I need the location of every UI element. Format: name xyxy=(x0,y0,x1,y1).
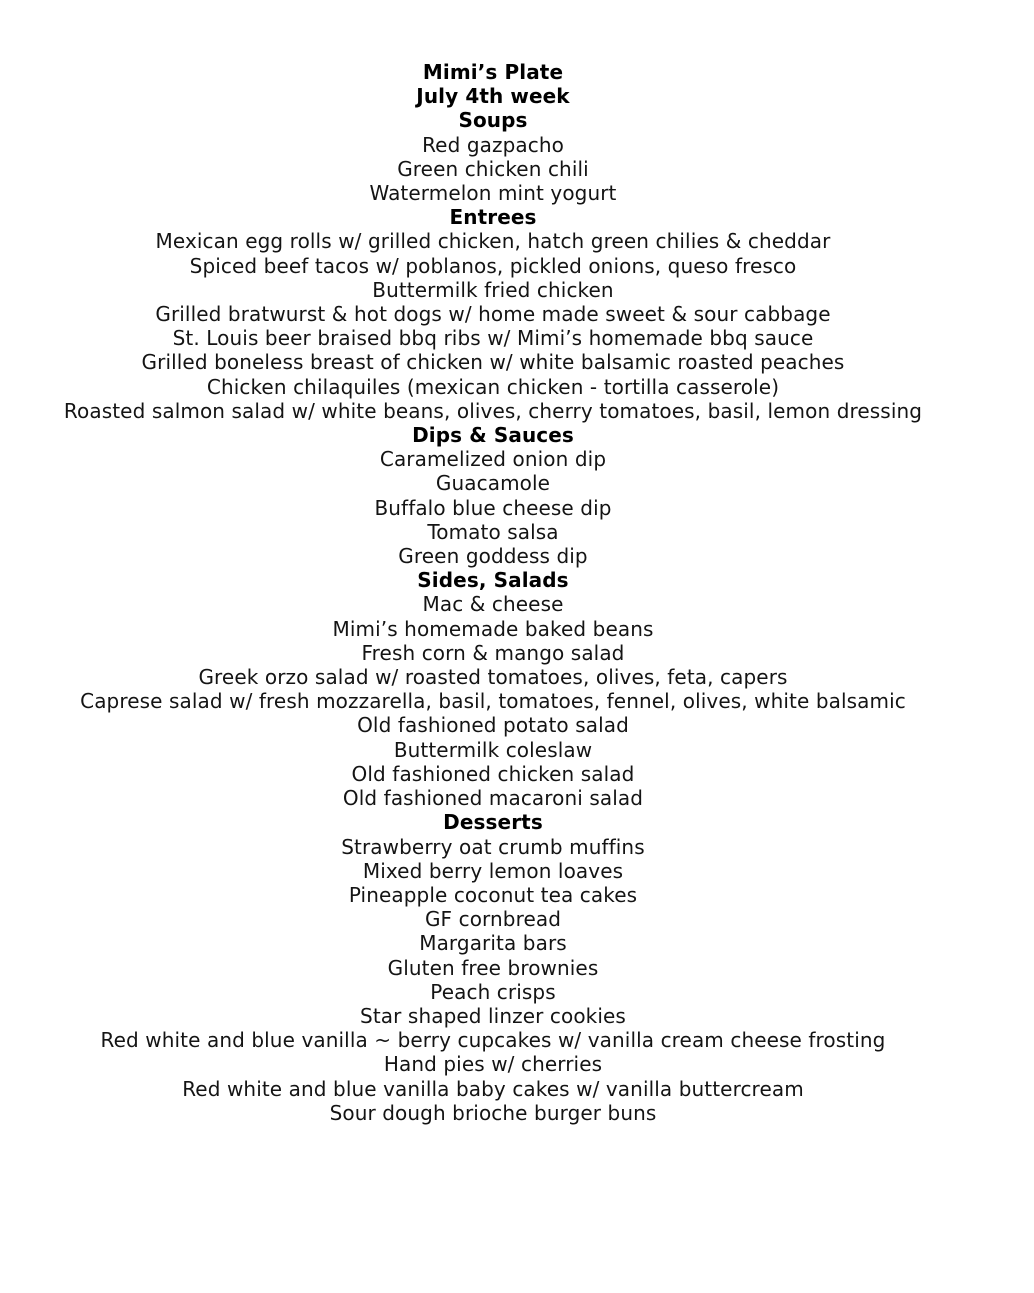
menu-sections xyxy=(0,108,986,1125)
menu-item: Grilled boneless breast of chicken w/ white balsamic roasted peaches xyxy=(141,350,845,375)
menu-section xyxy=(0,423,986,568)
menu-item: Mac & cheese xyxy=(422,592,564,617)
menu-item: Red gazpacho xyxy=(422,132,564,157)
menu-item: Caprese salad w/ fresh mozzarella, basil, tomatoes, fennel, olives, white balsamic xyxy=(80,689,906,714)
menu-item: Star shaped linzer cookies xyxy=(360,1003,626,1028)
menu-item: Old fashioned macaroni salad xyxy=(342,786,644,811)
section-heading: Entrees xyxy=(449,205,537,230)
section-heading: Dips & Sauces xyxy=(412,423,574,448)
menu-item: Old fashioned potato salad xyxy=(357,713,629,738)
menu-section xyxy=(0,108,986,205)
menu-item: Sour dough brioche burger buns xyxy=(329,1100,657,1125)
section-heading: Sides, Salads xyxy=(417,568,569,593)
menu-document xyxy=(0,60,986,1125)
menu-item: Green chicken chili xyxy=(397,156,589,181)
menu-item: Red white and blue vanilla ~ berry cupcakes w/ vanilla cream cheese frosting xyxy=(100,1028,886,1053)
menu-item: Old fashioned chicken salad xyxy=(351,761,635,786)
menu-section xyxy=(0,810,986,1125)
menu-item: Hand pies w/ cherries xyxy=(383,1052,603,1077)
menu-item: Spiced beef tacos w/ poblanos, pickled onions, queso fresco xyxy=(189,253,797,278)
menu-item: Fresh corn & mango salad xyxy=(361,640,625,665)
menu-item: Mimi’s homemade baked beans xyxy=(332,616,654,641)
menu-subtitle: July 4th week xyxy=(416,84,570,109)
menu-item: Buffalo blue cheese dip xyxy=(374,495,612,520)
menu-item: Chicken chilaquiles (mexican chicken - tortilla casserole) xyxy=(206,374,780,399)
menu-section xyxy=(0,205,986,423)
menu-item: Watermelon mint yogurt xyxy=(369,181,617,206)
menu-item: Buttermilk fried chicken xyxy=(372,277,614,302)
menu-item: Mexican egg rolls w/ grilled chicken, hatch green chilies & cheddar xyxy=(155,229,831,254)
section-heading: Soups xyxy=(458,108,528,133)
menu-item: Red white and blue vanilla baby cakes w/ vanilla buttercream xyxy=(182,1076,804,1101)
menu-title: Mimi’s Plate xyxy=(422,60,564,84)
menu-item: Pineapple coconut tea cakes xyxy=(348,882,638,907)
menu-item: Strawberry oat crumb muffins xyxy=(341,834,645,859)
menu-item: Mixed berry lemon loaves xyxy=(362,858,624,883)
menu-item: Peach crisps xyxy=(430,979,556,1004)
menu-section xyxy=(0,568,986,810)
menu-item: Gluten free brownies xyxy=(387,955,599,980)
menu-item: Guacamole xyxy=(435,471,551,496)
menu-item: St. Louis beer braised bbq ribs w/ Mimi’s homemade bbq sauce xyxy=(172,326,814,351)
menu-item: Grilled bratwurst & hot dogs w/ home made sweet & sour cabbage xyxy=(155,302,831,327)
menu-item: GF cornbread xyxy=(424,907,562,932)
menu-item: Caramelized onion dip xyxy=(379,447,607,472)
menu-item: Green goddess dip xyxy=(398,544,588,569)
menu-item: Buttermilk coleslaw xyxy=(393,737,593,762)
menu-item: Greek orzo salad w/ roasted tomatoes, olives, feta, capers xyxy=(198,665,788,690)
menu-item: Tomato salsa xyxy=(427,519,559,544)
menu-item: Roasted salmon salad w/ white beans, olives, cherry tomatoes, basil, lemon dressing xyxy=(63,398,923,423)
menu-item: Margarita bars xyxy=(419,931,567,956)
section-heading: Desserts xyxy=(443,810,543,835)
